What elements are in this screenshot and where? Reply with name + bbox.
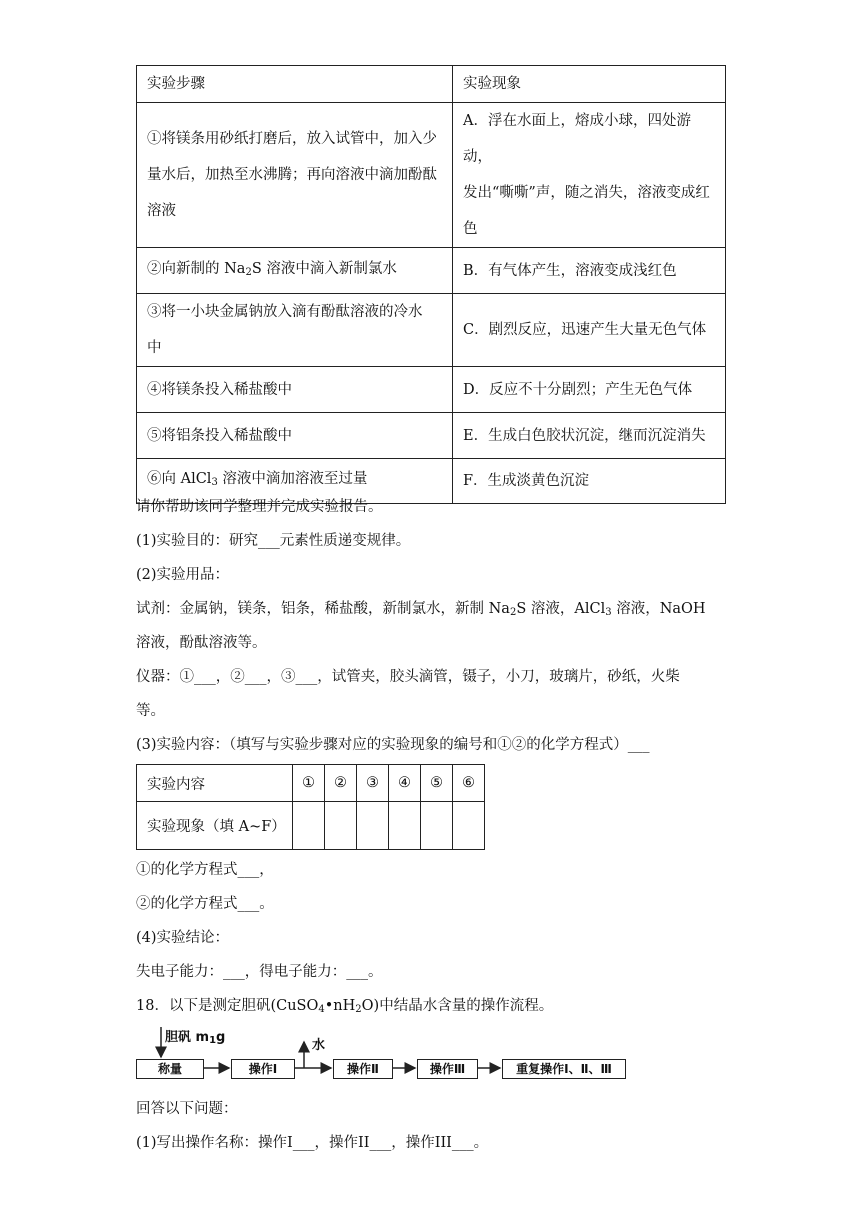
step-cell: ④将镁条投入稀盐酸中: [137, 367, 453, 413]
conclusion-line: 失电子能力：___，得电子能力：___。: [136, 964, 383, 980]
flowchart: [136, 1024, 636, 1084]
answer-prompt: 回答以下问题：: [136, 1101, 238, 1117]
question-2: (2)实验用品：: [136, 567, 230, 583]
step-cell: ⑥向 AlCl$_3$ 溶液中滴加溶液至过量: [137, 459, 453, 504]
step-cell: ①将镁条用砂纸打磨后，放入试管中，加入少 量水后，加热至水沸腾；再向溶液中滴加酚酞 溶液: [137, 103, 453, 248]
table-row: [137, 367, 726, 413]
instruments-line-2: 等。: [136, 703, 165, 719]
answer-cell[interactable]: [325, 802, 357, 850]
phenomenon-cell: A．浮在水面上，熔成小球，四处游动， 发出“嘶嘶”声，随之消失，溶液变成红 色: [453, 103, 726, 248]
answer-cell[interactable]: [421, 802, 453, 850]
answer-cell[interactable]: [357, 802, 389, 850]
input-label: 胆矾 $m_1g$: [165, 1030, 226, 1046]
table-row: [137, 103, 726, 248]
table-row: [137, 294, 726, 367]
phenomenon-cell: D．反应不十分剧烈；产生无色气体: [453, 367, 726, 413]
phenomenon-cell: B．有气体产生，溶液变成浅红色: [453, 248, 726, 294]
intro-text: 请你帮助该同学整理并完成实验报告。: [136, 499, 383, 515]
question-18: 18．以下是测定胆矾$(CuSO_4•nH_2O)$中结晶水含量的操作流程。: [136, 998, 554, 1015]
answer-cell[interactable]: [293, 802, 325, 850]
water-label: 水: [312, 1038, 326, 1053]
table-row: [137, 413, 726, 459]
experiment-steps-table: [136, 65, 726, 504]
reagents-line: 试剂：金属钠，镁条，铝条，稀盐酸，新制氯水，新制 $Na_2S$ 溶液，AlCl$_3$ 溶液，NaOH: [136, 601, 706, 618]
step-cell: ⑤将铝条投入稀盐酸中: [137, 413, 453, 459]
answer-cell[interactable]: [453, 802, 485, 850]
step-cell: ③将一小块金属钠放入滴有酚酞溶液的冷水 中: [137, 294, 453, 367]
equation-1: ①的化学方程式___，: [136, 862, 274, 878]
step-cell: ②向新制的 $Na_2S$ 溶液中滴入新制氯水: [137, 248, 453, 294]
question-1: (1)实验目的：研究___元素性质递变规律。: [136, 533, 411, 549]
header-steps: 实验步骤: [137, 66, 453, 103]
equation-2: ②的化学方程式___。: [136, 896, 274, 912]
question-3: (3)实验内容：（填写与实验步骤对应的实验现象的编号和①②的化学方程式）___: [136, 737, 650, 753]
phenomenon-cell: C．剧烈反应，迅速产生大量无色气体: [453, 294, 726, 367]
table-row: [137, 248, 726, 294]
operation-3-box: 操作Ⅲ: [417, 1059, 478, 1079]
row-label: 实验现象（填 A~F）: [137, 802, 293, 850]
operation-1-box: 操作Ⅰ: [231, 1059, 295, 1079]
operation-2-box: 操作Ⅱ: [333, 1059, 393, 1079]
phenomenon-cell: F．生成淡黄色沉淀: [453, 459, 726, 504]
reagents-line-2: 溶液，酚酞溶液等。: [136, 635, 267, 651]
answer-table: [136, 764, 485, 850]
instruments-line: 仪器：①___，②___，③___，试管夹，胶头滴管，镊子，小刀，玻璃片，砂纸，火柴: [136, 669, 680, 685]
question-4: (4)实验结论：: [136, 930, 230, 946]
header-phenomena: 实验现象: [453, 66, 726, 103]
weigh-box: 称量: [136, 1059, 204, 1079]
row-label: 实验内容: [137, 765, 293, 802]
table-row: [137, 802, 485, 850]
phenomenon-cell: E．生成白色胶状沉淀，继而沉淀消失: [453, 413, 726, 459]
table-row: 实验内容 ① ② ③ ④ ⑤ ⑥: [137, 765, 485, 802]
question-18-1: (1)写出操作名称：操作I___，操作II___，操作III___。: [136, 1135, 489, 1151]
repeat-operations-box: 重复操作Ⅰ、Ⅱ、Ⅲ: [502, 1059, 626, 1079]
answer-cell[interactable]: [389, 802, 421, 850]
table-header-row: [137, 66, 726, 103]
